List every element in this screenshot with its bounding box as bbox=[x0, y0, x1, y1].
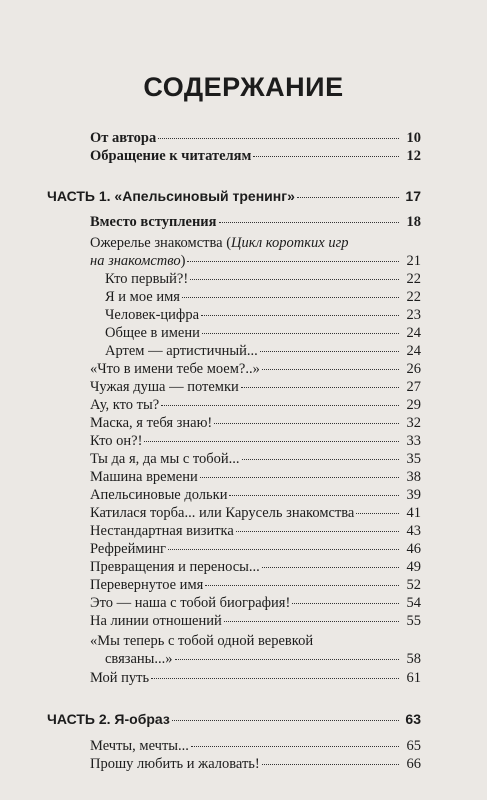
toc-entry bbox=[90, 576, 421, 594]
toc-entry-page: 55 bbox=[406, 613, 421, 629]
dot-leader bbox=[202, 332, 399, 334]
toc-entry-title: «Что в имени тебе моем?..» bbox=[90, 361, 260, 377]
toc-entry-title-part: Ожерелье знакомства ( bbox=[90, 235, 232, 251]
toc-entry-page: 41 bbox=[406, 505, 421, 521]
toc-entry-page: 35 bbox=[406, 451, 421, 467]
toc-entry-page: 32 bbox=[406, 415, 421, 431]
dot-leader bbox=[190, 278, 399, 280]
dot-leader bbox=[201, 314, 399, 316]
toc-entry bbox=[90, 252, 421, 270]
toc-entry-title-part: ) bbox=[180, 253, 186, 269]
toc-entry-title: Ау, кто ты? bbox=[90, 397, 160, 413]
dot-leader bbox=[236, 530, 399, 532]
toc-entry bbox=[90, 755, 421, 773]
toc-entry bbox=[90, 432, 421, 450]
toc-entry bbox=[90, 450, 421, 468]
toc-entry bbox=[90, 129, 421, 147]
dot-leader bbox=[253, 155, 399, 157]
toc-entry bbox=[90, 522, 421, 540]
toc-entry bbox=[90, 504, 421, 522]
toc-entry-title: Перевернутое имя bbox=[90, 577, 204, 593]
toc-entry bbox=[90, 360, 421, 378]
toc-entry-title: От автора bbox=[90, 130, 157, 146]
toc-entry-page: 22 bbox=[406, 289, 421, 305]
toc-entry-title: Это — наша с тобой биография! bbox=[90, 595, 291, 611]
dot-leader bbox=[144, 440, 399, 442]
toc-entry-page: 66 bbox=[406, 756, 421, 772]
toc-entry-page: 18 bbox=[406, 214, 421, 230]
toc-part-heading bbox=[47, 187, 421, 205]
toc-entry bbox=[90, 147, 421, 165]
toc-entry-page: 38 bbox=[406, 469, 421, 485]
toc-entry-title: Машина времени bbox=[90, 469, 198, 485]
toc-entry-page: 33 bbox=[406, 433, 421, 449]
dot-leader bbox=[356, 512, 399, 514]
toc-entry-title: Катилася торба... или Карусель знакомства bbox=[90, 505, 355, 521]
toc-entry-title: Чужая душа — потемки bbox=[90, 379, 239, 395]
toc-entry bbox=[90, 594, 421, 612]
toc-entry-page: 61 bbox=[406, 670, 421, 686]
toc-entry-title: Рефрейминг bbox=[90, 541, 166, 557]
dot-leader bbox=[172, 719, 399, 721]
dot-leader bbox=[262, 368, 399, 370]
toc-entry bbox=[90, 540, 421, 558]
toc-entry-page: 29 bbox=[406, 397, 421, 413]
toc-entry bbox=[90, 213, 421, 231]
toc-entry-title: Артем — артистичный... bbox=[105, 343, 258, 359]
toc-subentry bbox=[105, 270, 421, 288]
toc-entry-first-line bbox=[90, 234, 348, 252]
toc-entry-title: связаны...» bbox=[105, 651, 173, 667]
dot-leader bbox=[187, 260, 399, 262]
dot-leader bbox=[262, 566, 399, 568]
toc-entry-title: Общее в имени bbox=[105, 325, 200, 341]
toc-entry-first-line: «Мы теперь с тобой одной веревкой bbox=[90, 633, 314, 649]
dot-leader bbox=[182, 296, 399, 298]
toc-entry-title: Апельсиновые дольки bbox=[90, 487, 228, 503]
dot-leader bbox=[224, 620, 399, 622]
dot-leader bbox=[260, 350, 399, 352]
toc-entry-title: Кто первый?! bbox=[105, 271, 189, 287]
toc-part-heading bbox=[47, 710, 421, 728]
dot-leader bbox=[161, 404, 399, 406]
toc-entry-title-part: на знакомство bbox=[90, 253, 181, 269]
toc-entry-page: 23 bbox=[406, 307, 421, 323]
toc-entry-title: Мой путь bbox=[90, 670, 150, 686]
dot-leader bbox=[241, 386, 399, 388]
toc-entry bbox=[90, 486, 421, 504]
part-title: ЧАСТЬ 2. Я-образ bbox=[47, 711, 170, 727]
dot-leader bbox=[292, 602, 399, 604]
toc-entry-title: Обращение к читателям bbox=[90, 148, 252, 164]
toc-entry-page: 24 bbox=[406, 325, 421, 341]
toc-entry-title: Прошу любить и жаловать! bbox=[90, 756, 260, 772]
page-title: СОДЕРЖАНИЕ bbox=[143, 72, 344, 102]
toc-entry-page: 43 bbox=[406, 523, 421, 539]
toc-subentry bbox=[105, 342, 421, 360]
toc-subentry bbox=[105, 324, 421, 342]
toc-entry-title: Ты да я, да мы с тобой... bbox=[90, 451, 240, 467]
toc-entry-title bbox=[90, 252, 185, 270]
toc-subentry bbox=[105, 306, 421, 324]
toc-entry-page: 58 bbox=[406, 651, 421, 667]
toc-entry bbox=[90, 612, 421, 630]
dot-leader bbox=[214, 422, 399, 424]
part-page: 17 bbox=[405, 188, 421, 204]
toc-entry-title: Маска, я тебя знаю! bbox=[90, 415, 213, 431]
toc-entry-page: 22 bbox=[406, 271, 421, 287]
toc-entry-page: 49 bbox=[406, 559, 421, 575]
toc-entry-title: Нестандартная визитка bbox=[90, 523, 234, 539]
toc-entry-page: 12 bbox=[406, 148, 421, 164]
toc-entry bbox=[90, 414, 421, 432]
dot-leader bbox=[242, 458, 399, 460]
part-page: 63 bbox=[405, 711, 421, 727]
dot-leader bbox=[175, 658, 399, 660]
dot-leader bbox=[168, 548, 399, 550]
toc-entry-title-part: Цикл коротких игр bbox=[231, 235, 349, 251]
toc-entry-title: Превращения и переносы... bbox=[90, 559, 260, 575]
dot-leader bbox=[205, 584, 399, 586]
dot-leader bbox=[229, 494, 399, 496]
dot-leader bbox=[262, 763, 399, 765]
toc-entry-title: Вместо вступления bbox=[90, 214, 217, 230]
toc-entry-page: 24 bbox=[406, 343, 421, 359]
toc-entry bbox=[90, 396, 421, 414]
toc-entry-page: 39 bbox=[406, 487, 421, 503]
toc-entry-page: 52 bbox=[406, 577, 421, 593]
dot-leader bbox=[219, 221, 399, 223]
toc-entry bbox=[90, 558, 421, 576]
toc-entry-title: На линии отношений bbox=[90, 613, 222, 629]
toc-entry bbox=[90, 378, 421, 396]
toc-entry-page: 46 bbox=[406, 541, 421, 557]
toc-entry bbox=[90, 669, 421, 687]
dot-leader bbox=[200, 476, 399, 478]
part-title: ЧАСТЬ 1. «Апельсиновый тренинг» bbox=[47, 188, 295, 204]
toc-entry-page: 26 bbox=[406, 361, 421, 377]
toc-entry-page: 21 bbox=[406, 253, 421, 269]
toc-entry-title: Человек-цифра bbox=[105, 307, 200, 323]
toc-subentry bbox=[105, 288, 421, 306]
toc-entry-title: Я и мое имя bbox=[105, 289, 180, 305]
toc-entry bbox=[105, 650, 421, 668]
dot-leader bbox=[158, 137, 399, 139]
toc-entry-page: 54 bbox=[406, 595, 421, 611]
toc-entry bbox=[90, 737, 421, 755]
toc-entry-page: 65 bbox=[406, 738, 421, 754]
dot-leader bbox=[297, 196, 399, 198]
toc-entry-title: Мечты, мечты... bbox=[90, 738, 189, 754]
toc-entry bbox=[90, 468, 421, 486]
toc-entry-page: 10 bbox=[406, 130, 421, 146]
dot-leader bbox=[151, 677, 399, 679]
dot-leader bbox=[191, 745, 399, 747]
toc-entry-title: Кто он?! bbox=[90, 433, 143, 449]
toc-entry-page: 27 bbox=[406, 379, 421, 395]
